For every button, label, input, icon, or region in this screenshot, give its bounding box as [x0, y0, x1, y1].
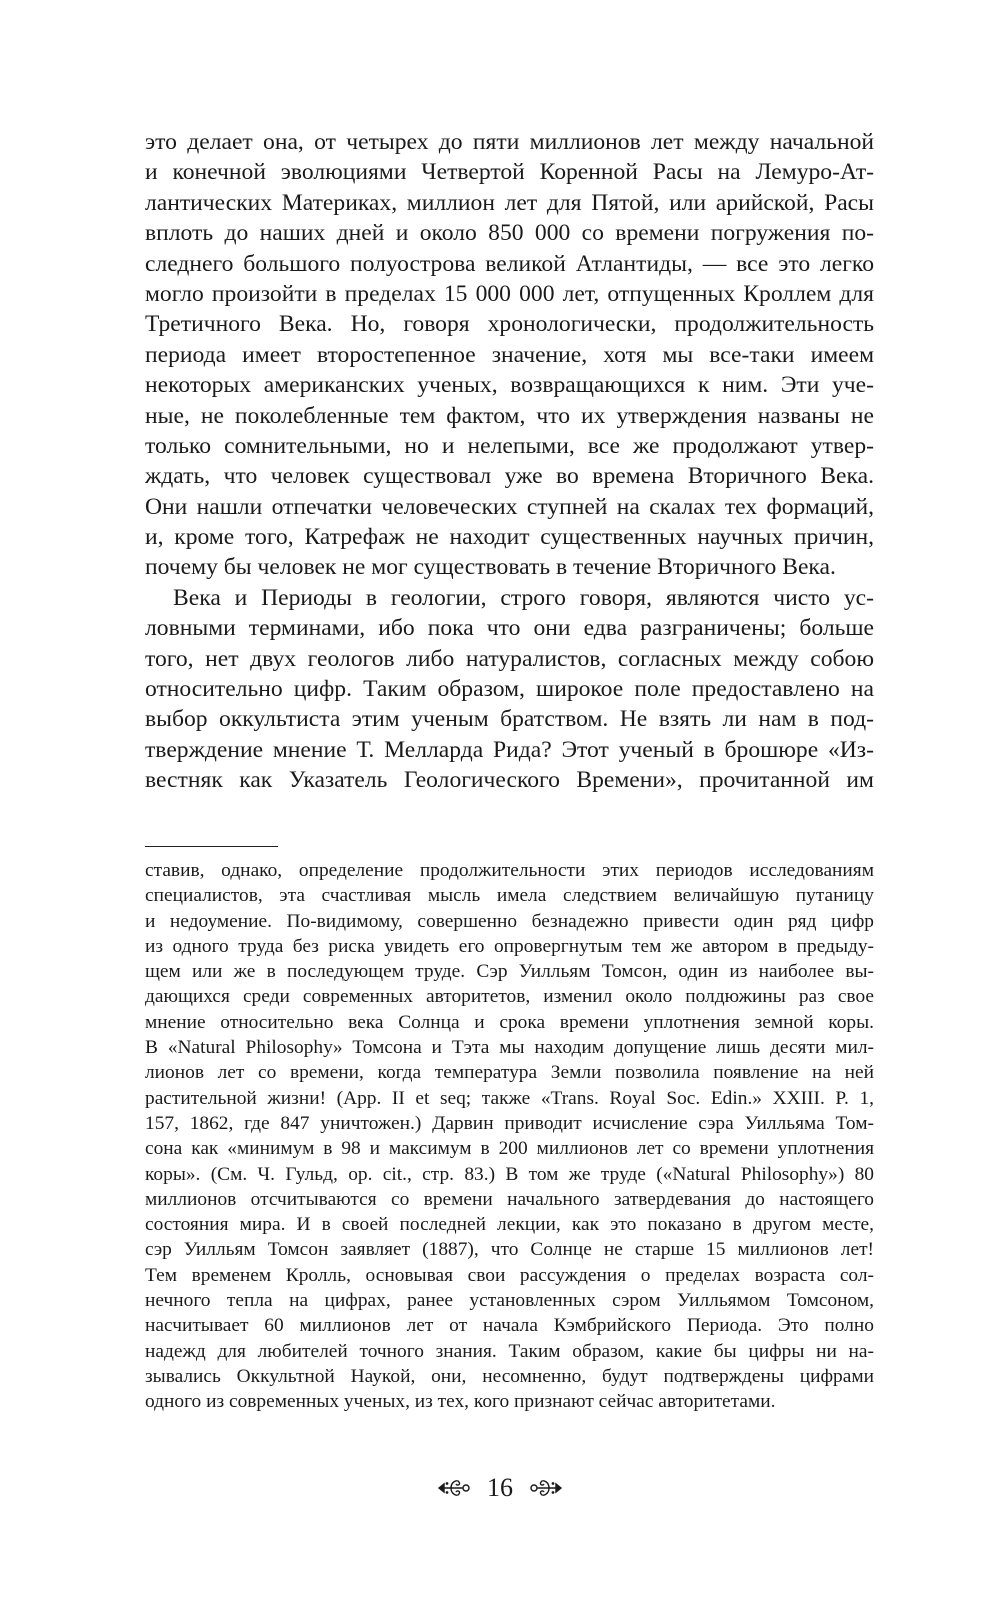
text-line: некоторых американских ученых, возвращающихся к ним. Эти уче-: [145, 372, 874, 399]
footnote-line: состояния мира. И в своей последней лекции, как это показано в другом месте,: [145, 1214, 874, 1236]
text-line: тверждение мнение Т. Мелларда Рида? Этот ученый в брошюре «Из-: [145, 736, 874, 763]
footnote-line: зывались Оккультной Наукой, они, несомненно, будут подтверждены цифрами: [145, 1365, 874, 1387]
footnote-line: специалистов, эта счастливая мысль имела следствием величайшую путаницу: [145, 885, 874, 907]
fleuron-ornament-icon: [437, 1476, 471, 1500]
text-line: только сомнительными, но и нелепыми, все же продолжают утвер-: [145, 432, 874, 459]
footnote-line: лионов лет со времени, когда температура Земли позволила появление на ней: [145, 1062, 874, 1084]
footnote-line: щем или же в последующем труде. Сэр Уилльям Томсон, один из наиболее вы-: [145, 961, 874, 983]
text-line: ждать, что человек существовал уже во времена Вторичного Века.: [145, 463, 874, 490]
footnote-line: сона как «минимум в 98 и максимум в 200 миллионов лет со времени уплотнения: [145, 1138, 874, 1160]
text-line: выбор оккультиста этим ученым братством. Не взять ли нам в под-: [145, 706, 874, 733]
text-line: вестняк как Указатель Геологического Времени», прочитанной им: [145, 767, 874, 794]
text-line: того, нет двух геологов либо натуралистов, согласных между собою: [145, 645, 874, 672]
text-line: ловными терминами, ибо пока что они едва разграничены; больше: [145, 615, 874, 642]
footnote-text: [145, 858, 874, 1415]
text-line: Они нашли отпечатки человеческих ступней на скалах тех формаций,: [145, 493, 874, 520]
footnote-separator: [145, 846, 278, 847]
text-line: Третичного Века. Но, говоря хронологически, продолжительность: [145, 311, 874, 338]
footnote-line: из одного труда без риска увидеть его опровергнутым тем же автором в предыду-: [145, 935, 874, 957]
footnote-line: коры». (См. Ч. Гульд, op. cit., стр. 83.) В том же труде («Natural Philosophy») 80: [145, 1163, 874, 1185]
text-line: вплоть до наших дней и около 850 000 со времени погружения по-: [145, 220, 874, 247]
footnote-line: насчитывает 60 миллионов лет от начала Кэмбрийского Периода. Это полно: [145, 1315, 874, 1337]
text-line: лантических Материках, миллион лет для Пятой, или арийской, Расы: [145, 189, 874, 216]
page-footer: [0, 1468, 1000, 1508]
footnote-line: Тем временем Кролль, основывая свои рассуждения о пределах возраста сол-: [145, 1264, 874, 1286]
footnote-line: растительной жизни! (App. II et seq; также «Trans. Royal Soc. Edin.» XXIII. P. 1,: [145, 1087, 874, 1109]
text-line: ные, не поколебленные тем фактом, что их утверждения названы не: [145, 402, 874, 429]
footnote-line: одного из современных ученых, из тех, кого признают сейчас авторитетами.: [145, 1391, 776, 1413]
footnote-line: ставив, однако, определение продолжительности этих периодов исследованиям: [145, 860, 874, 881]
page-number: 16: [487, 1473, 513, 1502]
footnote-line: мнение относительно века Солнца и срока времени уплотнения земной коры.: [145, 1011, 874, 1033]
text-line: почему бы человек не мог существовать в течение Вторичного Века.: [145, 554, 836, 581]
main-body-text: [145, 127, 874, 796]
paragraph-first-line: Века и Периоды в геологии, строго говоря, являются чисто ус-: [173, 584, 874, 611]
footnote-line: дающихся среди современных авторитетов, изменил около полдюжины раз свое: [145, 986, 874, 1008]
footnote-line: В «Natural Philosophy» Томсона и Тэта мы находим допущение лишь десяти мил-: [145, 1037, 874, 1059]
text-line: могло произойти в пределах 15 000 000 лет, отпущенных Кроллем для: [145, 280, 874, 307]
footnote-line: и недоумение. По-видимому, совершенно безнадежно привести один ряд цифр: [145, 910, 874, 932]
text-line: следнего большого полуострова великой Атлантиды, — все это легко: [145, 250, 874, 277]
footnote-line: нечного тепла на цифрах, ранее установленных сэром Уилльямом Томсоном,: [145, 1290, 874, 1312]
fleuron-ornament-icon: [529, 1476, 563, 1500]
text-line: и, кроме того, Катрефаж не находит существенных научных причин,: [145, 524, 874, 551]
text-line: это делает она, от четырех до пяти миллионов лет между начальной: [145, 129, 874, 155]
text-line: и конечной эволюциями Четвертой Коренной Расы на Лемуро-Ат-: [145, 159, 874, 186]
footnote-line: надежд для любителей точного знания. Таким образом, какие бы цифры ни на-: [145, 1340, 874, 1362]
text-line: периода имеет второстепенное значение, хотя мы все-таки имеем: [145, 341, 874, 368]
footnote-line: 157, 1862, где 847 уничтожен.) Дарвин приводит исчисление сэра Уилльяма Том-: [145, 1112, 874, 1134]
footnote-line: миллионов отсчитываются со времени начального затвердевания до настоящего: [145, 1188, 874, 1210]
text-line: относительно цифр. Таким образом, широкое поле предоставлено на: [145, 676, 874, 703]
footnote-line: сэр Уилльям Томсон заявляет (1887), что Солнце не старше 15 миллионов лет!: [145, 1239, 874, 1261]
